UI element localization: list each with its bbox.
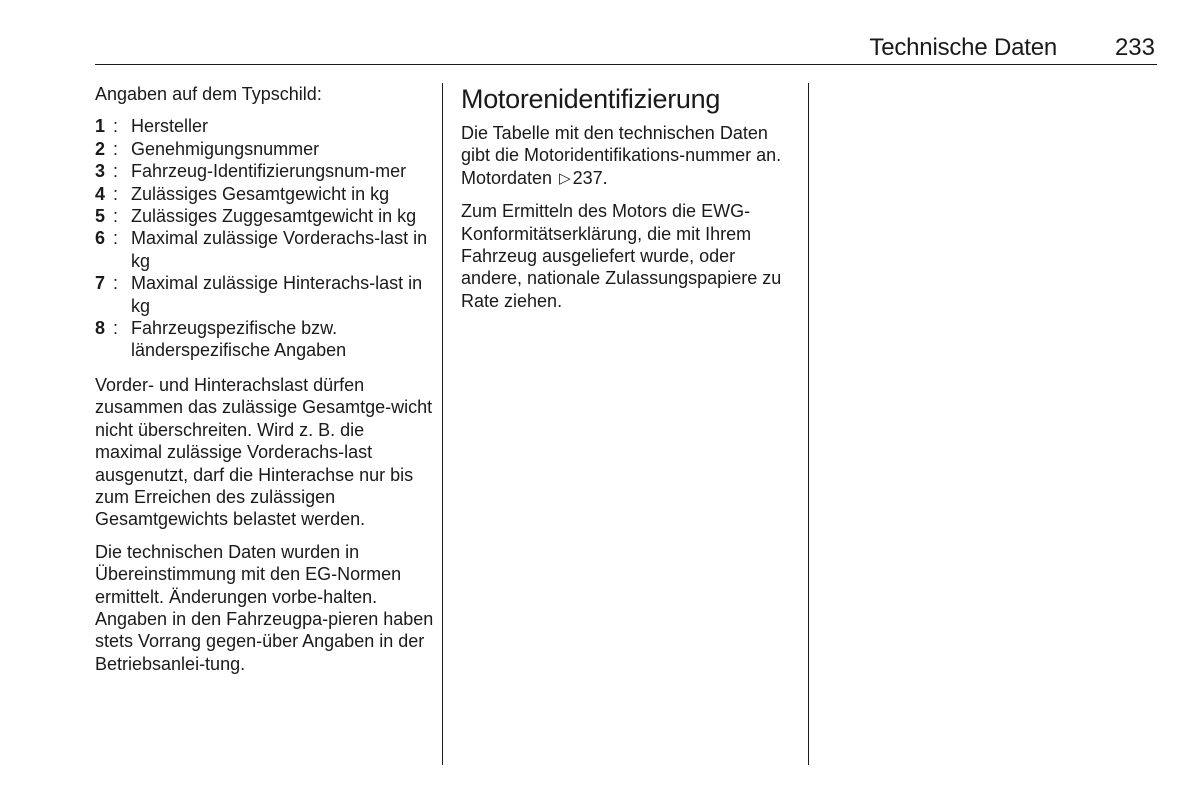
legend-number: 3 [95,161,106,182]
engine-table-paragraph [461,122,791,190]
engine-identification-heading: Motorenidentifizierung [461,84,721,114]
section-title: Technische Daten [869,34,1057,61]
engine-table-text: Die Tabelle mit den technischen Daten gibt die Motoridentifikations-nummer an. Motordaten [461,123,782,188]
legend-text: Fahrzeug-Identifizierungsnum-mer [131,161,407,182]
legend-number: 2 [95,138,106,159]
legend-item [95,317,435,362]
legend-separator: : [113,228,119,249]
legend-separator: : [113,116,119,137]
page-header [95,30,1157,65]
axle-load-paragraph: Vorder- und Hinterachslast dürfen zusammen das zulässige Gesamtge-wicht nicht überschreiten. Wird z. B. die maximal zulässige Vorderachs-last ausgenutzt, darf die Hinterachse nur bis zum Erreichen des zulässigen Gesamtgewichts belastet werden. [95,374,433,530]
legend-number: 8 [95,318,106,339]
legend-item [95,160,435,182]
legend-text: Genehmigungsnummer [131,138,320,159]
legend-separator: : [113,183,119,204]
legend-item [95,227,435,272]
legend-item [95,115,435,137]
technical-data-paragraph: Die technischen Daten wurden in Übereinstimmung mit den EG-Normen ermittelt. Änderungen vorbe-halten. Angaben in den Fahrzeugpa-pieren haben stets Vorrang gegen-über Angaben in der Betriebsanlei-tung. [95,541,434,674]
legend-item [95,272,435,317]
legend-text: Maximal zulässige Hinterachs-last in kg [131,273,423,316]
legend-item [95,183,435,205]
legend-separator: : [113,161,119,182]
legend-number: 7 [95,273,106,294]
legend-separator: : [113,206,119,227]
left-column [95,83,435,685]
legend-separator: : [113,318,119,339]
legend-text: Hersteller [131,116,209,137]
legend-number: 1 [95,116,106,137]
legend-separator: : [113,138,119,159]
page-reference-link[interactable]: 237. [572,167,608,188]
column-divider-right [808,83,809,765]
legend-item [95,138,435,160]
legend-text: Zulässiges Gesamtgewicht in kg [131,183,390,204]
page-number: 233 [1114,34,1155,61]
page-reference-icon: ▷ [559,169,571,187]
legend-text: Maximal zulässige Vorderachs-last in kg [131,228,428,271]
legend-item [95,205,435,227]
legend-text: Zulässiges Zuggesamtgewicht in kg [131,206,417,227]
middle-column [461,82,791,322]
typeplate-intro: Angaben auf dem Typschild: [95,84,322,104]
typeplate-legend [95,115,435,361]
legend-text: Fahrzeugspezifische bzw. länderspezifische Angaben [131,318,347,361]
legend-number: 5 [95,206,106,227]
conformity-paragraph: Zum Ermitteln des Motors die EWG-Konformitätserklärung, die mit Ihrem Fahrzeug ausgeliefert wurde, oder andere, nationale Zulassungspapiere zu Rate ziehen. [461,201,782,311]
legend-number: 6 [95,228,106,249]
legend-separator: : [113,273,119,294]
column-divider-left [442,83,443,765]
legend-number: 4 [95,183,106,204]
